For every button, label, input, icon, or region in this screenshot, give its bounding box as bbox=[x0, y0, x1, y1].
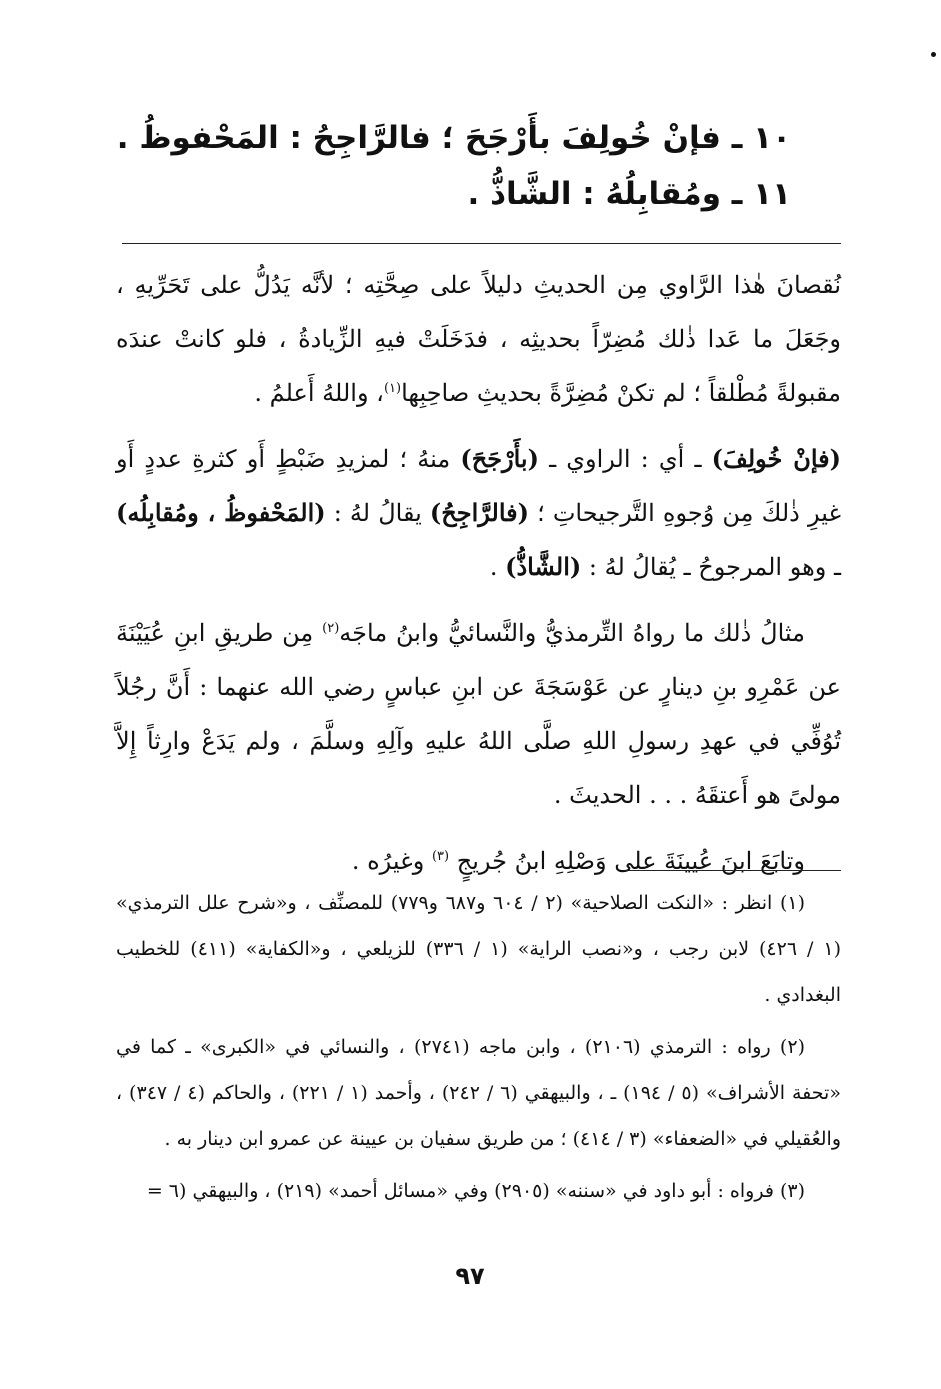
paragraph-2-text-a: ـ أي : الراوي ـ bbox=[549, 445, 702, 473]
quoted-term-shadh: (الشَّاذُّ) bbox=[505, 552, 582, 581]
quoted-term-rajih: (فالرَّاجِحُ) bbox=[429, 498, 529, 527]
paragraph-4-end: وغيرُه . bbox=[351, 847, 425, 875]
verse-separator-rule bbox=[122, 243, 841, 244]
footnotes bbox=[116, 880, 841, 1214]
verse-block bbox=[116, 110, 791, 222]
footnote-1: (١) انظر : «النكت الصلاحية» (٢ / ٦٠٤ و٦٨٧ و٧٧٩) للمصنِّف ، و«شرح علل الترمذي» (١ / ٤٢٦) لابن رجب ، و«نصب الراية» (١ / ٣٣٦) للزيلعي ، و«الكفاية» (٤١١) للخطيب البغدادي . bbox=[116, 892, 842, 1006]
quoted-term-khulif: (فإنْ خُولِفَ) bbox=[711, 444, 841, 473]
quoted-term-mahfuz: (المَحْفوظُ ، ومُقابِلُه) bbox=[116, 498, 326, 527]
corner-dot bbox=[931, 52, 936, 57]
page-number: ٩٧ bbox=[455, 1262, 485, 1290]
footnote-separator-rule bbox=[625, 870, 841, 871]
footnote-3: (٣) فرواه : أبو داود في «سننه» (٢٩٠٥) وفي «مسائل أحمد» (٢١٩) ، والبيهقي (٦ = bbox=[146, 1180, 805, 1202]
verse-line-10: ١٠ ـ فإنْ خُولِفَ بأَرْجَحَ ؛ فالرَّاجِحُ : المَحْفوظُ . bbox=[116, 120, 791, 156]
paragraph-1-text: نُقصانَ هٰذا الرَّاوي مِن الحديثِ دليلاً على صِحَّتِه ؛ لأنَّه يَدُلُّ على تَحَرِّيهِ ، وجَعَلَ ما عَدا ذٰلك مُضِرّاً بحديثِه ، فدَخَلَتْ فيهِ الزِّيادةُ ، فلو كانتْ عندَه مقبولةً مُطْلقاً ؛ لم تكنْ مُضِرَّةً بحديثِ صاحِبِها bbox=[116, 271, 841, 407]
commentary-text bbox=[116, 258, 841, 888]
commentary-paragraph-1 bbox=[116, 258, 841, 420]
paragraph-1-end: ، واللهُ أَعلمُ . bbox=[254, 379, 384, 407]
verse-line-11: ١١ ـ ومُقابِلُهُ : الشَّاذُّ . bbox=[467, 176, 791, 212]
quoted-term-arjah: (بأَرْجَحَ) bbox=[460, 444, 539, 473]
footnote-ref-1: (١) bbox=[383, 381, 402, 396]
paragraph-2-text-c: يقالُ لهُ : bbox=[333, 499, 422, 527]
footnote-ref-3: (٣) bbox=[431, 849, 450, 864]
commentary-paragraph-2 bbox=[116, 432, 841, 594]
footnote-2: (٢) رواه : الترمذي (٢١٠٦) ، وابن ماجه (٢٧٤١) ، والنسائي في «الكبرى» ـ كما في «تحفة الأشراف» (٥ / ١٩٤) ـ ، والبيهقي (٦ / ٢٤٢) ، وأحمد (١ / ٢٢١) ، والحاكم (٤ / ٣٤٧) ، والعُقيلي في «الضعفاء» (٣ / ٤١٤) ؛ من طريق سفيان بن عيينة عن عمرو ابن دينار به . bbox=[116, 1036, 841, 1150]
commentary-paragraph-3 bbox=[116, 606, 841, 822]
paragraph-4-text-a: وتابَعَ ابنَ عُيينَةَ على وَصْلِهِ ابنُ جُريجٍ bbox=[456, 847, 805, 875]
paragraph-2-text-d: ـ وهو المرجوحُ ـ يُقالُ لهُ : bbox=[588, 553, 841, 581]
footnote-ref-2: (٢) bbox=[322, 621, 340, 636]
paragraph-3-text-b: مِن طريقِ ابنِ عُيَيْنَةَ عن عَمْرِو بنِ دينارٍ عن عَوْسَجَةَ عن ابنِ عباسٍ رضي الله عنهما : أَنَّ رجُلاً تُوُفِّي في عهدِ رسولِ اللهِ صلَّى اللهُ عليهِ وآلِهِ وسلَّمَ ، ولم يَدَعْ وارِثاً إِلاَّ مولىً هو أَعتقَهُ . . . الحديثَ . bbox=[116, 619, 841, 809]
paragraph-2-end: . bbox=[489, 553, 498, 581]
paragraph-2-text-b: منهُ ؛ لمزيدِ ضَبْطٍ أَو كثرةِ عددٍ أَو غيرِ ذٰلكَ مِن وُجوهِ التَّرجيحاتِ ؛ bbox=[116, 445, 842, 527]
paragraph-3-text-a: مثالُ ذٰلك ما رواهُ التِّرمذيُّ والنَّسائيُّ وابنُ ماجَه bbox=[339, 619, 805, 647]
